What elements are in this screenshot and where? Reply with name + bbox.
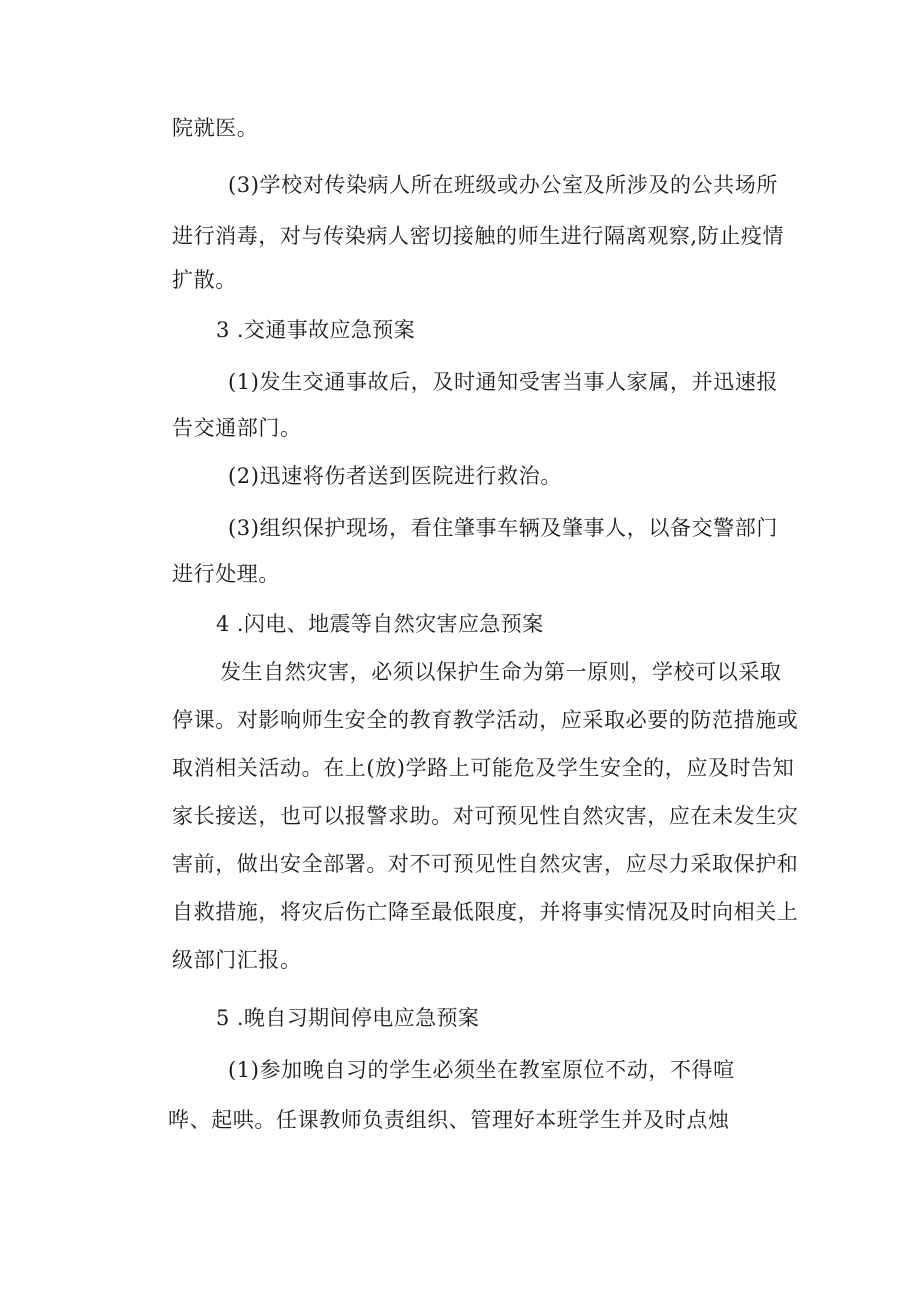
text-line: 进行处理。 [172, 562, 280, 586]
text-line: 哗、起哄。任课教师负责组织、管理好本班学生并及时点烛 [168, 1108, 730, 1132]
text-line: 告交通部门。 [172, 416, 302, 440]
text-line: (3)组织保护现场，看住肇事车辆及肇事人，以备交警部门 [228, 516, 778, 540]
text-line: 级部门汇报。 [172, 948, 302, 972]
text-line: 害前，做出安全部署。对不可预见性自然灾害，应尽力采取保护和 [172, 852, 799, 876]
section-heading: 3 .交通事故应急预案 [216, 318, 416, 342]
text-line: 取消相关活动。在上(放)学路上可能危及学生安全的，应及时告知 [172, 756, 795, 780]
section-heading: 5 .晚自习期间停电应急预案 [216, 1006, 480, 1030]
text-line: 家长接送，也可以报警求助。对可预见性自然灾害，应在未发生灾 [172, 804, 799, 828]
text-line: 院就医。 [172, 116, 259, 140]
text-line: 进行消毒，对与传染病人密切接触的师生进行隔离观察,防止疫情 [172, 224, 785, 248]
section-heading: 4 .闪电、地震等自然灾害应急预案 [216, 612, 544, 636]
text-line: 扩散。 [172, 268, 237, 292]
text-line: (2)迅速将伤者送到医院进行救治。 [228, 464, 562, 488]
text-line: 停课。对影响师生安全的教育教学活动，应采取必要的防范措施或 [172, 708, 799, 732]
text-line: (3)学校对传染病人所在班级或办公室及所涉及的公共场所 [228, 173, 778, 197]
text-line: (1)发生交通事故后，及时通知受害当事人家属，并迅速报 [228, 370, 778, 394]
text-line: 发生自然灾害，必须以保护生命为第一原则，学校可以采取 [220, 660, 782, 684]
text-line: (1)参加晚自习的学生必须坐在教室原位不动，不得喧 [228, 1058, 735, 1082]
text-line: 自救措施，将灾后伤亡降至最低限度，并将事实情况及时向相关上 [172, 900, 799, 924]
